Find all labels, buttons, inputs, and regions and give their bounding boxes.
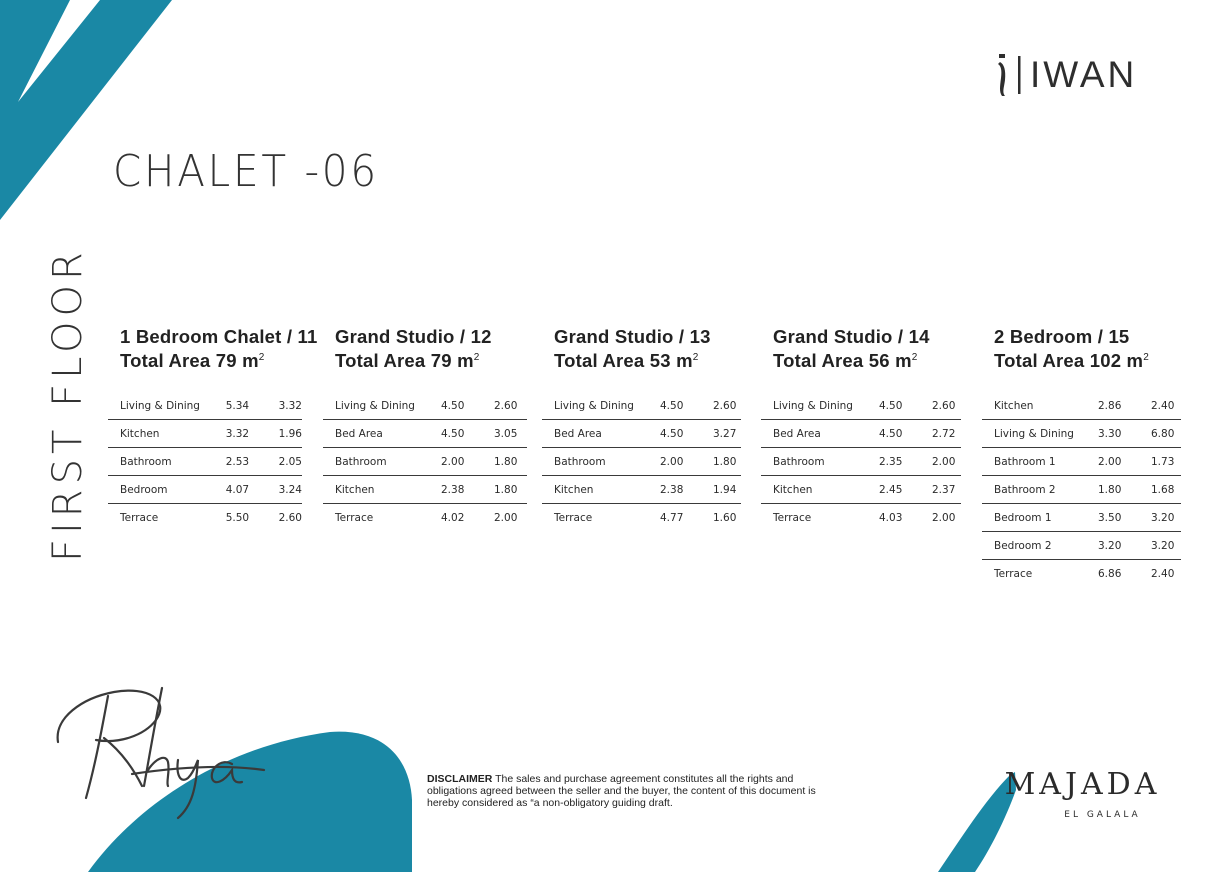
room-length: 2.60 (932, 392, 961, 420)
unit-area-exponent: 2 (911, 352, 918, 363)
room-name: Living & Dining (982, 420, 1098, 448)
room-row (982, 476, 1181, 504)
majada-logo (1000, 766, 1165, 820)
room-width: 2.35 (879, 448, 932, 476)
room-row (761, 448, 961, 476)
unit-heading (120, 326, 317, 370)
room-row (542, 504, 741, 532)
room-width: 3.50 (1098, 504, 1151, 532)
room-length: 2.60 (494, 392, 527, 420)
room-name: Bed Area (542, 420, 660, 448)
room-length: 3.27 (713, 420, 741, 448)
disclaimer (427, 773, 827, 809)
room-row (542, 420, 741, 448)
unit-total-area (554, 347, 741, 371)
rooms-table (542, 392, 741, 531)
room-width: 3.32 (226, 420, 279, 448)
room-length: 2.00 (932, 448, 961, 476)
room-length: 1.80 (494, 476, 527, 504)
room-name: Bedroom 1 (982, 504, 1098, 532)
room-length: 2.40 (1151, 392, 1181, 420)
unit-column-12 (323, 326, 527, 531)
room-length: 1.80 (494, 448, 527, 476)
rhya-signature-logo (52, 678, 282, 828)
floor-label: FIRST FLOOR (45, 247, 91, 562)
room-width: 2.00 (660, 448, 713, 476)
room-width: 4.50 (660, 392, 713, 420)
room-width: 2.86 (1098, 392, 1151, 420)
unit-area-exponent: 2 (1143, 352, 1149, 363)
room-name: Kitchen (761, 476, 879, 504)
room-length: 1.94 (713, 476, 741, 504)
room-width: 4.77 (660, 511, 684, 524)
rooms-table (108, 392, 302, 531)
room-length: 1.80 (713, 448, 741, 476)
room-width: 2.53 (226, 448, 279, 476)
room-row (323, 420, 527, 448)
room-row (108, 476, 302, 504)
room-row (323, 392, 527, 420)
unit-area-exponent: 2 (692, 352, 699, 363)
room-row (108, 392, 302, 420)
room-name: Bathroom (108, 448, 226, 476)
room-length: 3.05 (494, 420, 527, 448)
unit-heading (994, 326, 1181, 370)
unit-area-text: Total Area 79 m (335, 350, 474, 371)
unit-heading (554, 326, 741, 370)
unit-column-13 (542, 326, 741, 531)
disclaimer-label: DISCLAIMER (427, 773, 493, 785)
room-row (982, 532, 1181, 560)
room-name: Living & Dining (108, 392, 226, 420)
room-name: Bed Area (761, 420, 879, 448)
room-width: 4.02 (441, 511, 465, 524)
room-name: Kitchen (982, 392, 1098, 420)
unit-area-text: Total Area 102 m (994, 350, 1144, 371)
iwan-logo (996, 52, 1166, 98)
room-width: 6.86 (1098, 567, 1122, 580)
room-name: Bedroom 2 (982, 532, 1098, 560)
room-length: 2.05 (279, 448, 302, 476)
room-name: Living & Dining (761, 392, 879, 420)
room-width: 4.50 (660, 420, 713, 448)
iwan-mark-icon (996, 52, 1024, 98)
unit-name: 1 Bedroom Chalet / 11 (120, 326, 318, 347)
page-title: CHALET -06 (113, 146, 379, 197)
room-row (982, 560, 1181, 588)
iwan-logo-text: IWAN (1030, 54, 1138, 95)
room-width: 4.50 (441, 420, 494, 448)
room-name: Terrace (554, 511, 593, 524)
room-width: 4.03 (879, 511, 903, 524)
room-row (323, 476, 527, 504)
room-length: 2.00 (494, 511, 518, 524)
rooms-table (761, 392, 961, 531)
room-row (108, 420, 302, 448)
unit-area-text: Total Area 56 m (773, 350, 912, 371)
room-row (982, 420, 1181, 448)
room-name: Kitchen (323, 476, 441, 504)
room-row (542, 476, 741, 504)
unit-name: Grand Studio / 13 (554, 326, 711, 347)
room-width: 3.30 (1098, 420, 1151, 448)
room-width: 4.50 (441, 392, 494, 420)
room-width: 4.07 (226, 476, 279, 504)
unit-area-exponent: 2 (258, 352, 265, 363)
room-length: 1.73 (1151, 448, 1181, 476)
room-length: 2.00 (932, 511, 956, 524)
room-row (542, 448, 741, 476)
room-length: 1.60 (713, 511, 737, 524)
room-row (982, 504, 1181, 532)
disclaimer-text: The sales and purchase agreement constitutes all the rights and obligations agreed between the seller and the buyer, the content of this document is hereby considered as “a non-obligatory guiding draft. (427, 773, 816, 809)
unit-name: Grand Studio / 12 (335, 326, 492, 347)
room-name: Living & Dining (542, 392, 660, 420)
room-name: Bathroom 2 (982, 476, 1098, 504)
unit-total-area (335, 347, 527, 371)
room-length: 1.96 (279, 420, 302, 448)
room-length: 3.24 (279, 476, 302, 504)
room-width: 2.00 (1098, 448, 1151, 476)
room-length: 2.72 (932, 420, 961, 448)
room-name: Kitchen (542, 476, 660, 504)
room-length: 3.20 (1151, 504, 1181, 532)
unit-name: 2 Bedroom / 15 (994, 326, 1130, 347)
room-length: 2.60 (713, 392, 741, 420)
room-name: Bathroom (761, 448, 879, 476)
unit-heading (335, 326, 527, 370)
room-row (982, 392, 1181, 420)
unit-area-text: Total Area 53 m (554, 350, 693, 371)
room-width: 2.45 (879, 476, 932, 504)
room-row (761, 504, 961, 532)
unit-total-area (994, 347, 1181, 371)
unit-area-text: Total Area 79 m (120, 350, 259, 371)
room-name: Living & Dining (323, 392, 441, 420)
room-length: 1.68 (1151, 476, 1181, 504)
room-width: 5.50 (225, 511, 250, 524)
room-width: 1.80 (1098, 476, 1151, 504)
room-row (761, 476, 961, 504)
unit-column-14 (761, 326, 961, 531)
room-name: Bedroom (108, 476, 226, 504)
room-row (108, 504, 302, 532)
rooms-table (982, 392, 1181, 587)
unit-column-11 (108, 326, 317, 531)
room-name: Bathroom (542, 448, 660, 476)
room-row (108, 448, 302, 476)
room-name: Terrace (773, 511, 812, 524)
room-length: 2.40 (1151, 567, 1175, 580)
room-width: 2.00 (441, 448, 494, 476)
room-length: 3.20 (1151, 532, 1181, 560)
room-name: Terrace (994, 567, 1033, 580)
room-width: 3.20 (1098, 532, 1151, 560)
room-row (542, 392, 741, 420)
room-name: Kitchen (108, 420, 226, 448)
room-name: Terrace (120, 511, 159, 524)
unit-heading (773, 326, 961, 370)
room-name: Bathroom (323, 448, 441, 476)
unit-total-area (773, 347, 961, 371)
room-row (982, 448, 1181, 476)
room-width: 5.34 (226, 392, 279, 420)
unit-name: Grand Studio / 14 (773, 326, 930, 347)
room-width: 4.50 (879, 392, 932, 420)
unit-column-15 (982, 326, 1181, 587)
room-width: 2.38 (660, 476, 713, 504)
unit-area-exponent: 2 (473, 352, 480, 363)
room-row (761, 420, 961, 448)
room-name: Bed Area (323, 420, 441, 448)
room-row (761, 392, 961, 420)
room-width: 4.50 (879, 420, 932, 448)
rooms-table (323, 392, 527, 531)
majada-logo-name: MAJADA (1004, 767, 1161, 802)
unit-total-area (120, 347, 317, 371)
room-row (323, 448, 527, 476)
room-length: 2.37 (932, 476, 961, 504)
room-length: 2.60 (278, 511, 302, 524)
room-length: 6.80 (1151, 420, 1181, 448)
room-row (323, 504, 527, 532)
room-name: Bathroom 1 (982, 448, 1098, 476)
room-width: 2.38 (441, 476, 494, 504)
room-length: 3.32 (279, 392, 302, 420)
room-name: Terrace (335, 511, 374, 524)
majada-logo-subtitle: EL GALALA (1064, 810, 1141, 820)
